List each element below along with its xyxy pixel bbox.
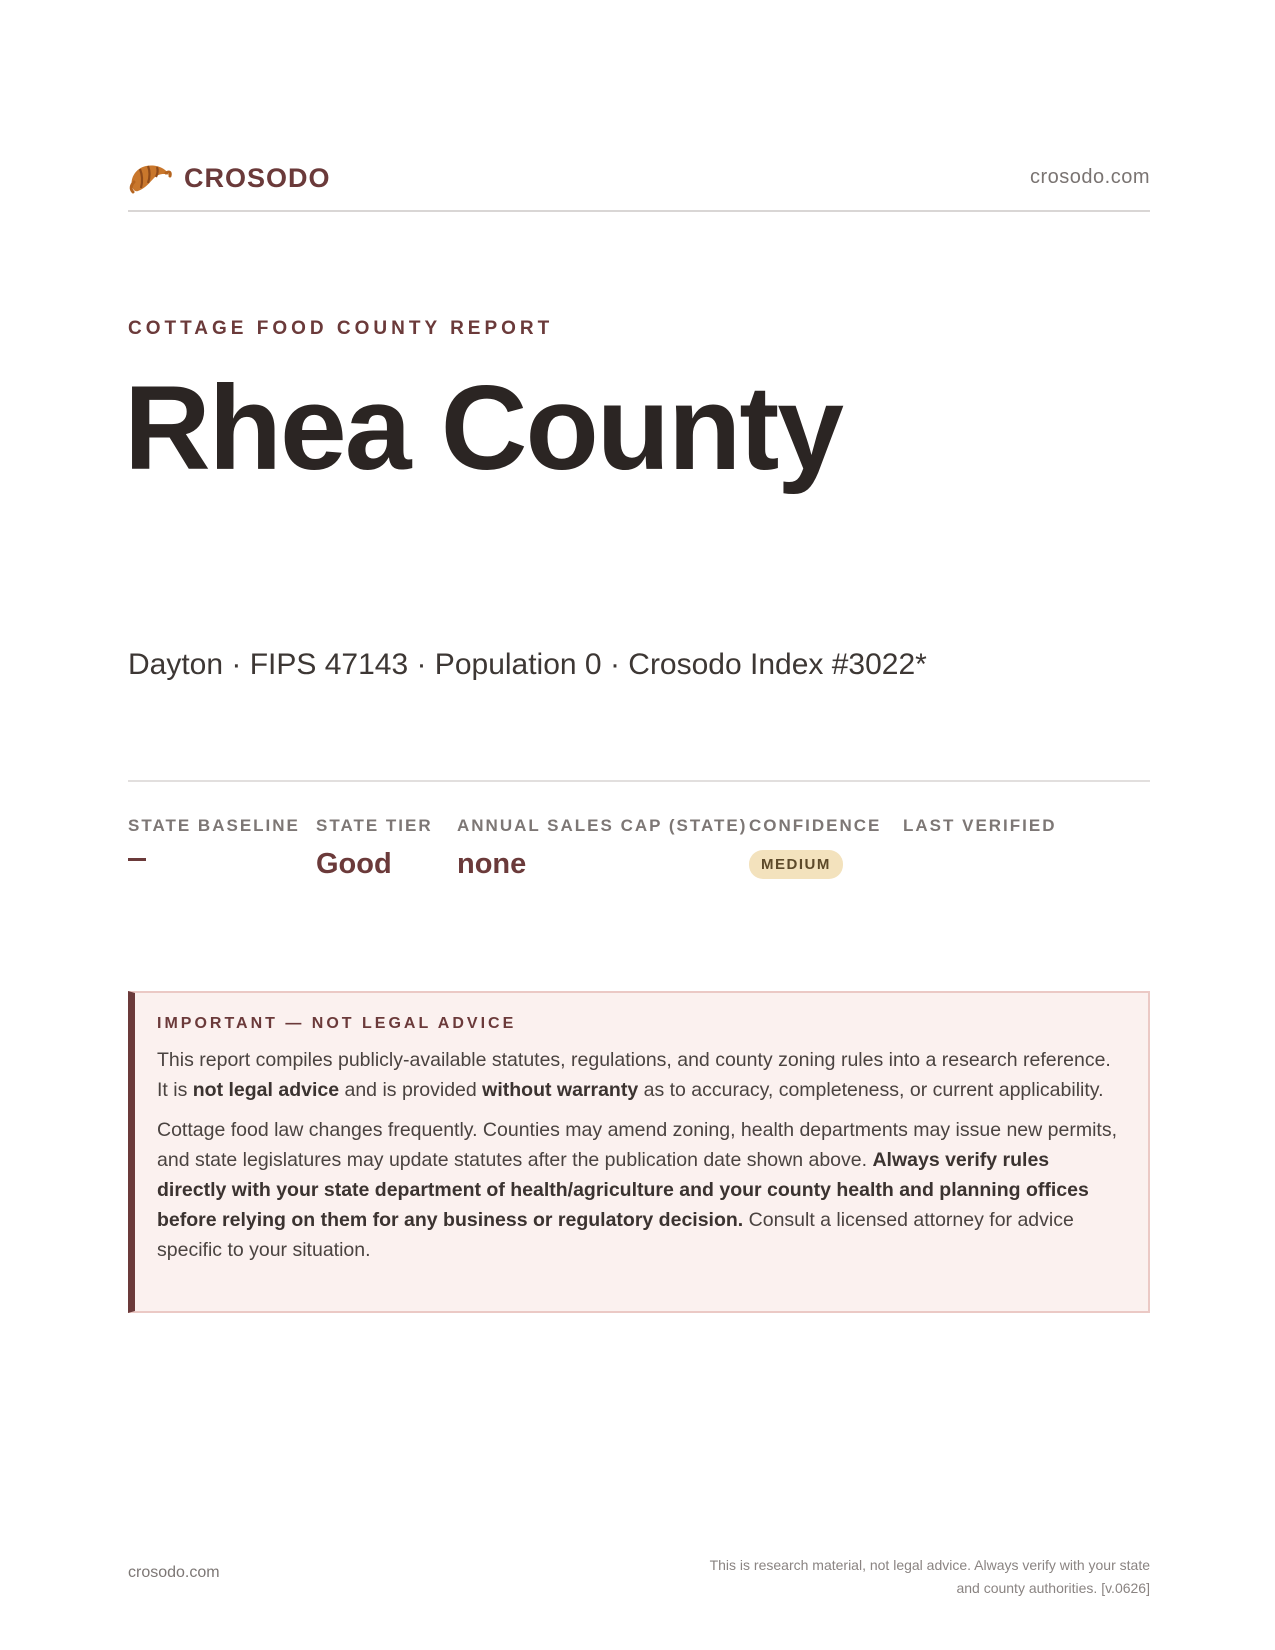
text: and is provided: [339, 1079, 483, 1101]
brand[interactable]: [128, 158, 331, 198]
footer-disclaimer-line: and county authorities. [v.0626]: [956, 1580, 1150, 1596]
stat-confidence: [749, 816, 881, 879]
stat-label: CONFIDENCE: [749, 816, 882, 835]
brand-name: CROSODO: [184, 162, 331, 193]
text: Consult a licensed attorney for advice specific to your situation.: [157, 1209, 1074, 1261]
emphasis: without warranty: [482, 1079, 639, 1101]
legal-notice: [128, 991, 1150, 1313]
stat-label: LAST VERIFIED: [903, 816, 1057, 835]
county-summary: Dayton · FIPS 47143 · Population 0 · Crosodo Index #3022*: [128, 648, 927, 681]
confidence-badge: MEDIUM: [749, 850, 843, 879]
notice-heading: IMPORTANT — NOT LEGAL ADVICE: [157, 1015, 517, 1032]
croissant-icon: [128, 158, 172, 198]
stat-label: STATE BASELINE: [128, 816, 300, 835]
stat-state-tier: [316, 816, 433, 881]
text: as to accuracy, completeness, or current applicability.: [638, 1079, 1104, 1101]
page-title: Rhea County: [124, 361, 843, 495]
section-divider: [128, 780, 1150, 782]
footer-disclaimer-line: This is research material, not legal advice. Always verify with your state: [709, 1557, 1150, 1573]
stat-state-baseline: [128, 816, 300, 861]
notice-paragraph-1: [157, 1045, 1122, 1105]
report-page: [124, 0, 1150, 1650]
header-divider: [128, 210, 1150, 212]
emphasis: not legal advice: [192, 1079, 340, 1101]
emphasis: Always verify rules directly with your state department of health/agriculture and your county health and planning offices before relying on them for any business or regulatory decision.: [157, 1149, 1089, 1231]
stat-value: none: [457, 848, 527, 880]
footer-disclaimer: [630, 1554, 1150, 1600]
stat-value: Good: [316, 848, 392, 880]
text: This report compiles publicly-available statutes, regulations, and county zoning rules into a research reference. It is: [157, 1049, 1111, 1101]
stat-label: ANNUAL SALES CAP (STATE): [457, 816, 748, 835]
stat-sales-cap: [457, 816, 747, 881]
notice-paragraph-2: [157, 1115, 1122, 1265]
stat-last-verified: [903, 816, 1057, 848]
footer-site-url[interactable]: crosodo.com: [128, 1564, 220, 1581]
report-eyebrow: COTTAGE FOOD COUNTY REPORT: [128, 318, 554, 339]
site-url-link[interactable]: crosodo.com: [1030, 166, 1150, 188]
text: Cottage food law changes frequently. Counties may amend zoning, health departments may issue new permits, and state legislatures may update statutes after the publication date shown above.: [157, 1119, 1117, 1171]
stat-value-empty: [128, 858, 146, 861]
page-header: [128, 152, 1150, 210]
stat-label: STATE TIER: [316, 816, 433, 835]
